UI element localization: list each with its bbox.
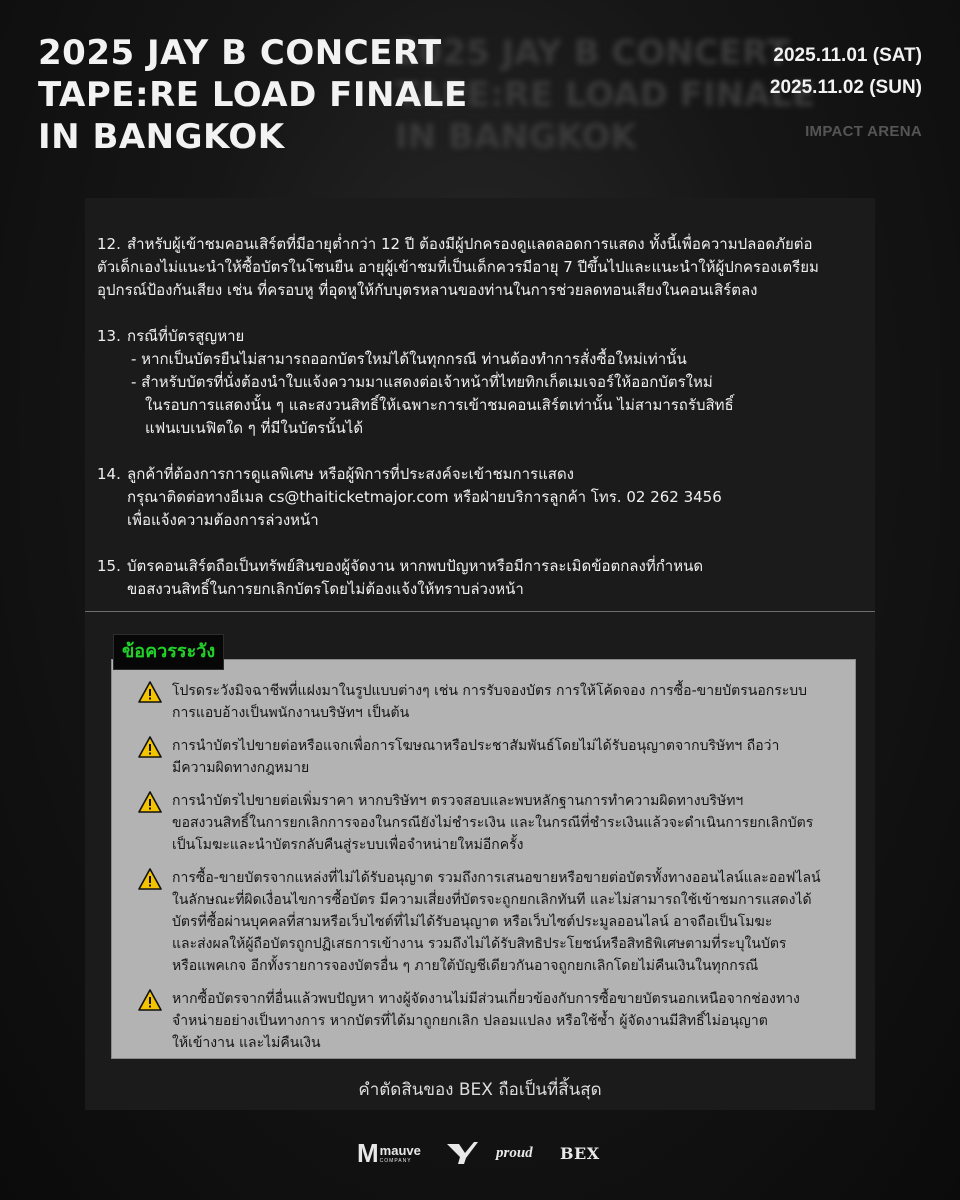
- warning-text: หากซื้อบัตรจากที่อื่นแล้วพบปัญหา ทางผู้จัดงานไม่มีส่วนเกี่ยวข้องกับการซื้อขายบัตรนอกเหนือจากช่องทาง: [172, 991, 800, 1007]
- warning-text: บัตรที่ซื้อผ่านบุคคลที่สามหรือเว็บไซต์ที่ไม่ได้รับอนุญาต หรือเว็บไซต์ประมูลออนไลน์ อาจถือเป็นโมฆะ: [172, 914, 773, 930]
- term-text: บัตรคอนเสิร์ตถือเป็นทรัพย์สินของผู้จัดงาน หากพบปัญหาหรือมีการละเมิดข้อตกลงที่กำหนด: [127, 557, 704, 575]
- warning-box: [111, 659, 856, 1059]
- show-dates: [770, 40, 922, 104]
- term-number: 13.: [97, 327, 121, 345]
- warning-item: [142, 680, 842, 724]
- term-13: [97, 325, 867, 440]
- term-text: ลูกค้าที่ต้องการการดูแลพิเศษ หรือผู้พิการที่ประสงค์จะเข้าชมการแสดง: [127, 465, 575, 483]
- term-bullet: - สำหรับบัตรที่นั่งต้องนำใบแจ้งความมาแสดงต่อเจ้าหน้าที่ไทยทิกเก็ตเมเจอร์ให้ออกบัตรใหม่: [131, 373, 713, 391]
- warning-item: [142, 988, 842, 1054]
- warning-text: ในลักษณะที่ผิดเงื่อนไขการซื้อบัตร มีความเสี่ยงที่บัตรจะถูกยกเลิกทันที และไม่สามารถใช้เข้าชมการแสดงได้: [172, 892, 812, 908]
- term-text: เพื่อแจ้งความต้องการล่วงหน้า: [127, 511, 319, 529]
- warning-text: การนำบัตรไปขายต่อหรือแจกเพื่อการโฆษณาหรือประชาสัมพันธ์โดยไม่ได้รับอนุญาตจากบริษัทฯ ถือว่า: [172, 738, 780, 754]
- warning-text: หรือแพคเกจ อีกทั้งรายการจองบัตรอื่น ๆ ภายใต้บัญชีเดียวกันอาจถูกยกเลิกโดยไม่คืนเงินในทุกกรณี: [172, 958, 759, 974]
- section-divider: [85, 611, 875, 612]
- warning-icon: [138, 868, 162, 890]
- warning-icon: [138, 736, 162, 758]
- ghost-line: 2025 JAY B CONCERT: [395, 33, 790, 73]
- warning-text: การนำบัตรไปขายต่อเพิ่มราคา หากบริษัทฯ ตรวจสอบและพบหลักฐานการทำความผิดทางบริษัทฯ: [172, 793, 744, 809]
- mauve-company-logo: [357, 1136, 421, 1170]
- warning-text: และส่งผลให้ผู้ถือบัตรถูกปฏิเสธการเข้างาน รวมถึงไม่ได้รับสิทธิประโยชน์หรือสิทธิพิเศษตามที่ระบุในบัตร: [172, 936, 787, 952]
- warning-text: เป็นโมฆะและนำบัตรกลับคืนสู่ระบบเพื่อจำหน่ายใหม่อีกครั้ง: [172, 837, 524, 853]
- warning-icon: [138, 989, 162, 1011]
- date-2: 2025.11.02 (SUN): [769, 77, 922, 98]
- title-line-2: TAPE:RE LOAD FINALE: [38, 75, 468, 115]
- mauve-mark-icon: M: [357, 1137, 376, 1168]
- title-line-1: 2025 JAY B CONCERT: [38, 33, 442, 73]
- mauve-sub: COMPANY: [379, 1157, 412, 1164]
- sponsor-logos: [0, 1136, 960, 1170]
- term-text: ขอสงวนสิทธิ์ในการยกเลิกบัตรโดยไม่ต้องแจ้งให้ทราบล่วงหน้า: [127, 580, 524, 598]
- y-brand-logo-icon: [445, 1136, 479, 1170]
- warning-icon: [138, 791, 162, 813]
- ghost-line: IN BANGKOK: [395, 117, 637, 157]
- term-text: กรุณาติดต่อทางอีเมล cs@thaiticketmajor.com หรือฝ่ายบริการลูกค้า โทร. 02 262 3456: [127, 488, 722, 506]
- term-text: ตัวเด็กเองไม่แนะนำให้ซื้อบัตรในโซนยืน อายุผู้เข้าชมที่เป็นเด็กควรมีอายุ 7 ปีขึ้นไปและแนะนำให้ผู้ปกครองเตรียม: [97, 258, 819, 276]
- term-text: สำหรับผู้เข้าชมคอนเสิร์ตที่มีอายุต่ำกว่า 12 ปี ต้องมีผู้ปกครองดูแลตลอดการแสดง ทั้งนี้เพื่อความปลอดภัยต่อ: [127, 235, 813, 253]
- term-bullet-cont: แฟนเบเนฟิตใด ๆ ที่มีในบัตรนั้นได้: [145, 419, 364, 437]
- title-line-3: IN BANGKOK: [38, 117, 285, 157]
- warning-text: มีความผิดทางกฎหมาย: [172, 760, 310, 776]
- concert-title: [38, 32, 468, 158]
- term-text: อุปกรณ์ป้องกันเสียง เช่น ที่ครอบหู ที่อุดหูให้กับบุตรหลานของท่านในการช่วยลดทอนเสียงในคอนเสิร์ตลง: [97, 281, 758, 299]
- warning-text: โปรดระวังมิจฉาชีพที่แฝงมาในรูปแบบต่างๆ เช่น การรับจองบัตร การให้โค้ดจอง การซื้อ-ขายบัตรนอกระบบ: [172, 683, 808, 699]
- ghost-line: TAPE:RE LOAD FINALE: [395, 75, 816, 115]
- proud-logo: proud: [496, 1144, 533, 1161]
- warning-text: ให้เข้างาน และไม่คืนเงิน: [172, 1035, 321, 1051]
- warning-icon: [138, 681, 162, 703]
- term-bullet-cont: ในรอบการแสดงนั้น ๆ และสงวนสิทธิ์ให้เฉพาะการเข้าชมคอนเสิร์ตเท่านั้น ไม่สามารถรับสิทธิ์: [145, 396, 734, 414]
- warning-label: ข้อควรระวัง: [113, 634, 224, 670]
- term-heading: กรณีที่บัตรสูญหาย: [127, 327, 245, 345]
- term-15: [97, 555, 867, 601]
- term-bullet: - หากเป็นบัตรยืนไม่สามารถออกบัตรใหม่ได้ในทุกกรณี ท่านต้องทำการสั่งซื้อใหม่เท่านั้น: [131, 350, 687, 368]
- warning-item: [142, 735, 842, 779]
- warning-text: การซื้อ-ขายบัตรจากแหล่งที่ไม่ได้รับอนุญาต รวมถึงการเสนอขายหรือขายต่อบัตรทั้งทางออนไลน์และออฟไลน์: [172, 870, 821, 886]
- term-number: 14.: [97, 465, 121, 483]
- warning-text: การแอบอ้างเป็นพนักงานบริษัทฯ เป็นต้น: [172, 705, 410, 721]
- bex-logo: BEX: [560, 1143, 600, 1163]
- warning-item: [142, 790, 842, 856]
- term-12: [97, 233, 867, 302]
- term-number: 12.: [97, 235, 121, 253]
- warning-item: [142, 867, 842, 977]
- terms-list: [97, 233, 867, 624]
- term-number: 15.: [97, 557, 121, 575]
- date-1: 2025.11.01 (SAT): [773, 45, 922, 66]
- warning-text: จำหน่ายอย่างเป็นทางการ หากบัตรที่ได้มาถูกยกเลิก ปลอมแปลง หรือใช้ซ้ำ ผู้จัดงานมีสิทธิ์ไม่อนุญาต: [172, 1013, 768, 1029]
- bex-ruling-note: คำตัดสินของ BEX ถือเป็นที่สิ้นสุด: [358, 1080, 602, 1100]
- term-14: [97, 463, 867, 532]
- venue: IMPACT ARENA: [805, 123, 922, 140]
- mauve-wordmark: mauve: [379, 1142, 421, 1158]
- warning-text: ขอสงวนสิทธิ์ในการยกเลิกการจองในกรณียังไม่ชำระเงิน และในกรณีที่ชำระเงินแล้วจะดำเนินการยกเลิกบัตร: [172, 815, 814, 831]
